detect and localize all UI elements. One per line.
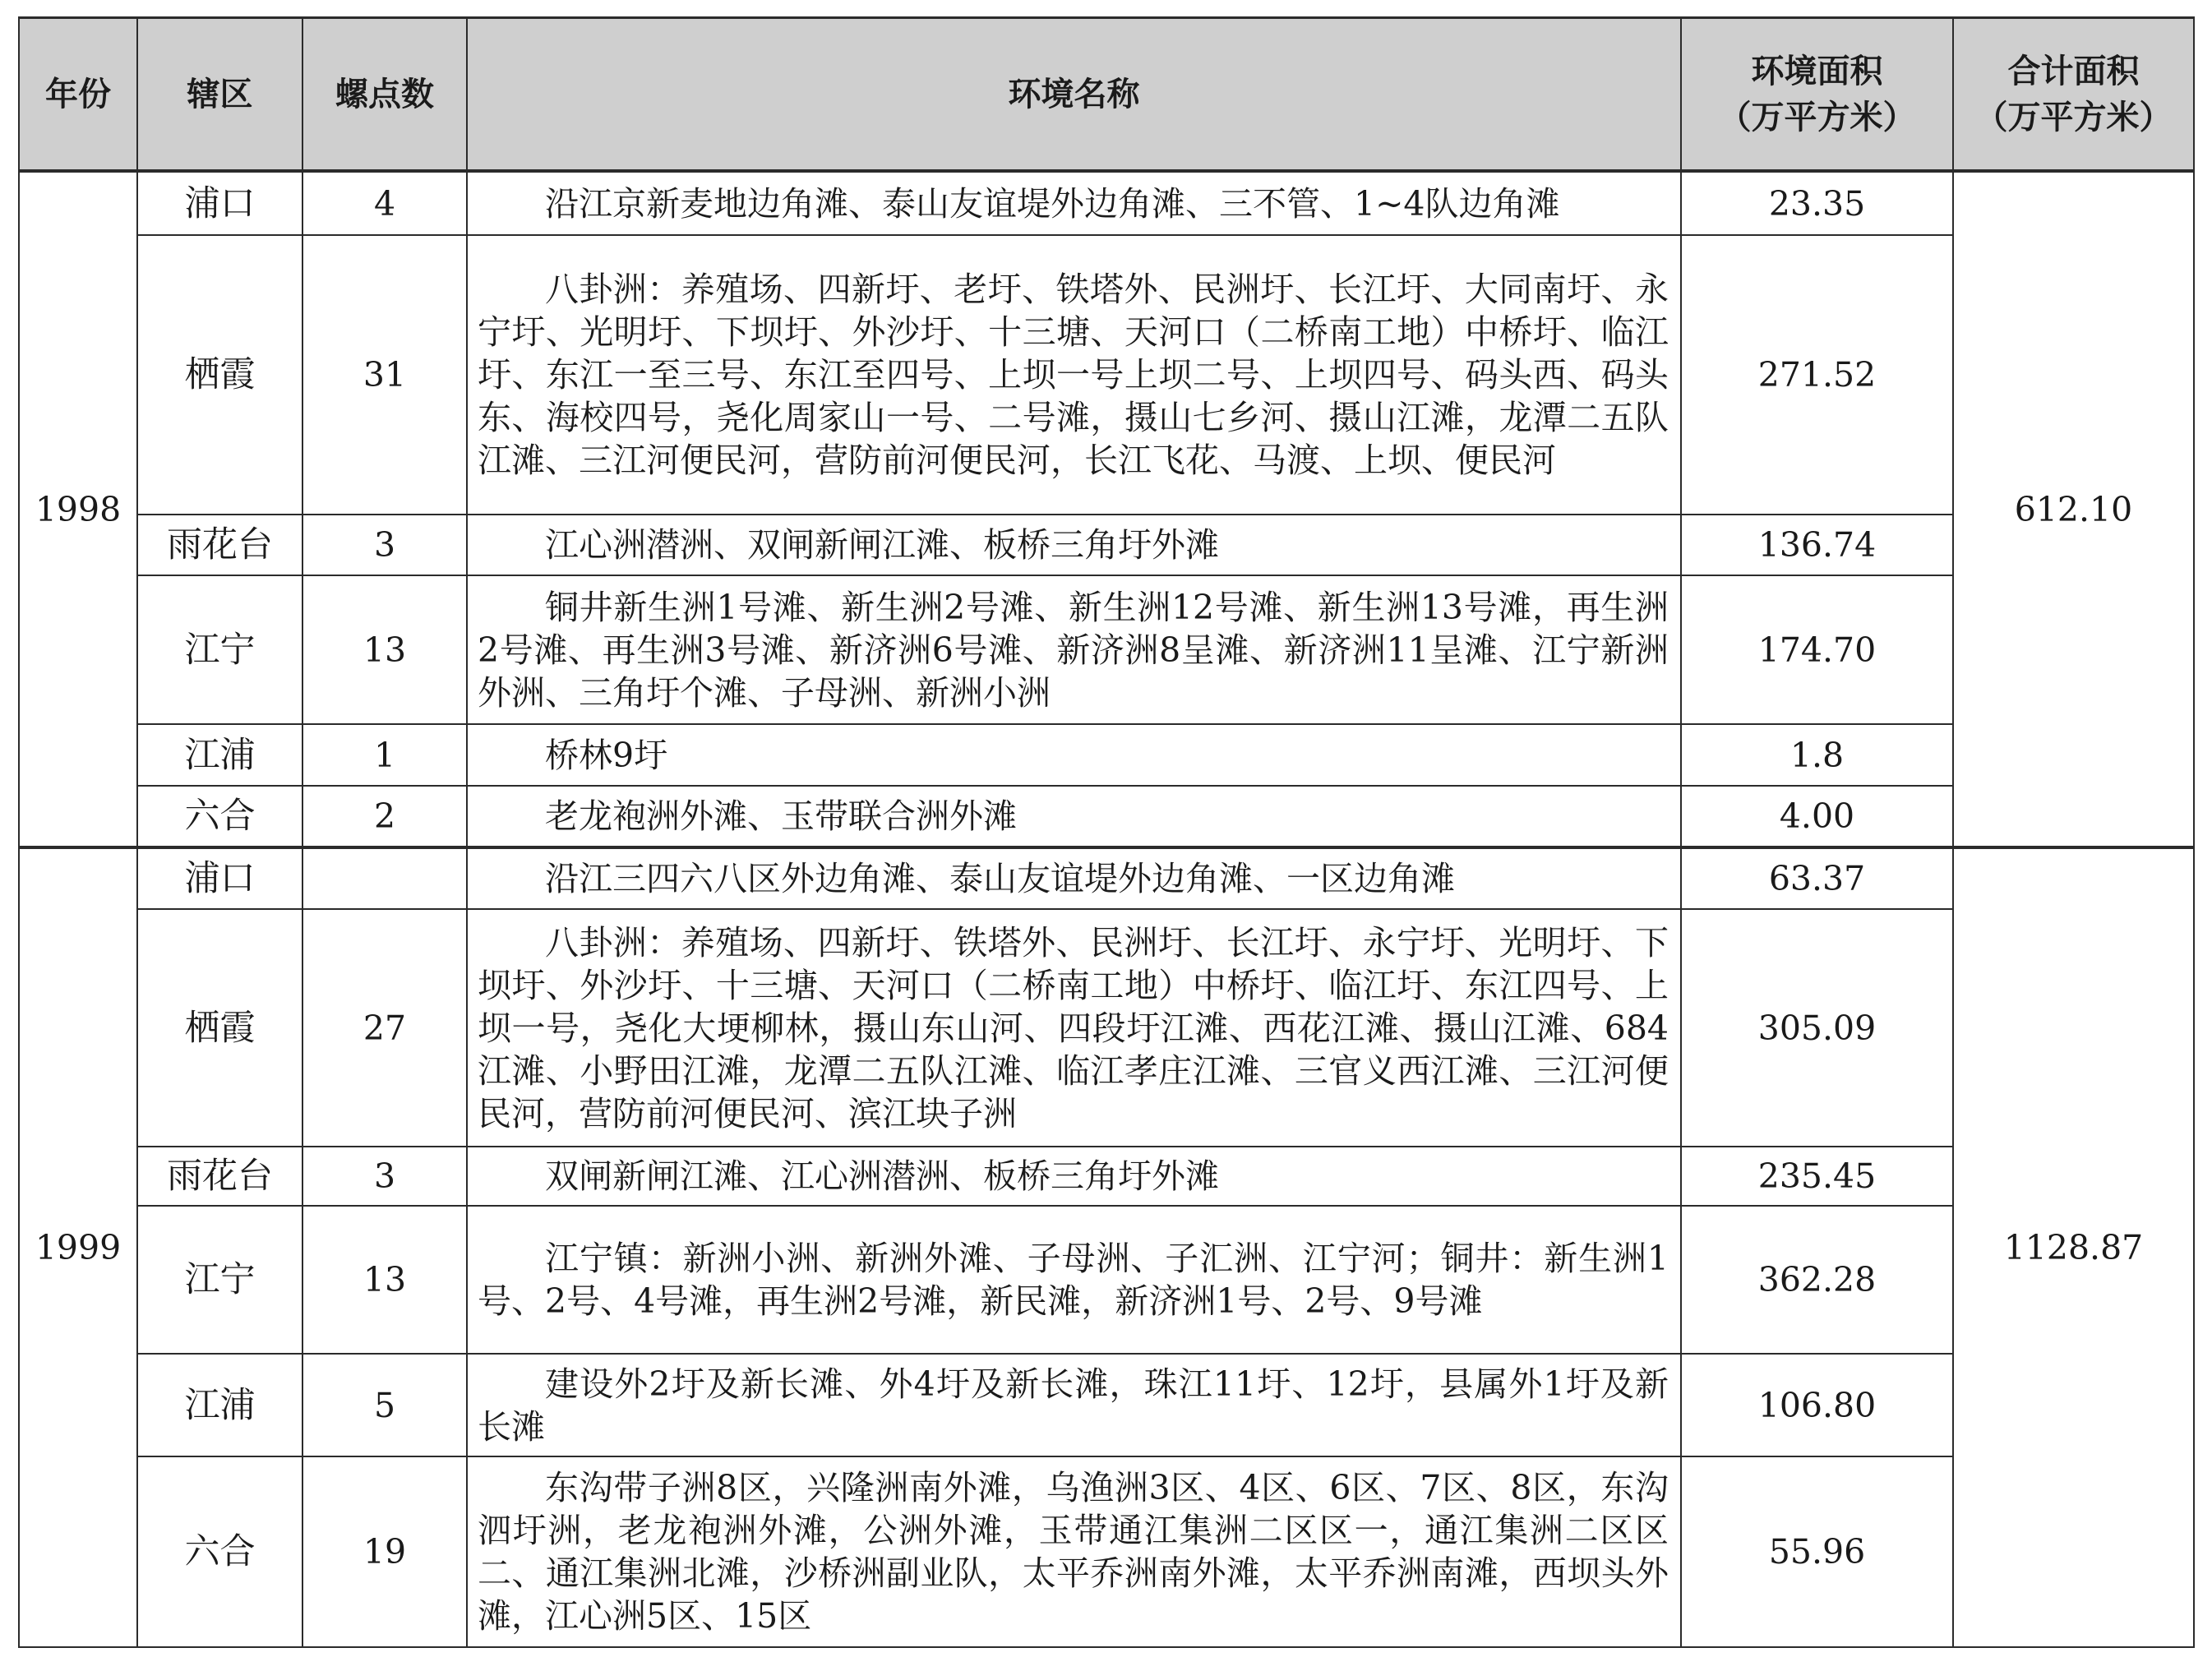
area-cell: 174.70 — [1681, 575, 1953, 724]
table-row — [19, 171, 2194, 235]
environment-cell: 双闸新闸江滩、江心洲潜洲、板桥三角圩外滩 — [467, 1147, 1681, 1206]
header-area-line2: （万平方米） — [1718, 98, 1916, 136]
table-row — [19, 1206, 2194, 1354]
table-row — [19, 575, 2194, 724]
header-total-line2: （万平方米） — [1974, 98, 2173, 136]
header-environment: 环境名称 — [467, 18, 1681, 172]
table-row — [19, 515, 2194, 575]
table-row — [19, 235, 2194, 515]
district-cell: 栖霞 — [137, 235, 302, 515]
environment-cell: 江宁镇：新洲小洲、新洲外滩、子母洲、子汇洲、江宁河；铜井：新生洲1号、2号、4号滩，再生洲2号滩，新民滩，新济洲1号、2号、9号滩 — [467, 1206, 1681, 1354]
district-cell: 江浦 — [137, 724, 302, 786]
snail-points-cell: 3 — [302, 1147, 467, 1206]
header-year: 年份 — [19, 18, 137, 172]
table-row — [19, 909, 2194, 1147]
district-cell: 江宁 — [137, 1206, 302, 1354]
area-cell: 305.09 — [1681, 909, 1953, 1147]
total-area-cell: 1128.87 — [1953, 847, 2194, 1647]
year-cell: 1998 — [19, 171, 137, 847]
table-row — [19, 786, 2194, 847]
area-cell: 63.37 — [1681, 847, 1953, 909]
snail-points-cell: 27 — [302, 909, 467, 1147]
district-cell: 浦口 — [137, 171, 302, 235]
table-row — [19, 847, 2194, 909]
year-cell: 1999 — [19, 847, 137, 1647]
header-row — [19, 18, 2194, 172]
environment-cell: 八卦洲：养殖场、四新圩、老圩、铁塔外、民洲圩、长江圩、大同南圩、永宁圩、光明圩、下坝圩、外沙圩、十三塘、天河口（二桥南工地）中桥圩、临江圩、东江一至三号、东江至四号、上坝一号上坝二号、上坝四号、码头西、码头东、海校四号，尧化周家山一号、二号滩，摄山七乡河、摄山江滩，龙潭二五队江滩、三江河便民河，营防前河便民河，长江飞花、马渡、上坝、便民河 — [467, 235, 1681, 515]
environment-cell: 桥林9圩 — [467, 724, 1681, 786]
district-cell: 雨花台 — [137, 1147, 302, 1206]
snail-points-cell: 3 — [302, 515, 467, 575]
environment-cell: 沿江京新麦地边角滩、泰山友谊堤外边角滩、三不管、1~4队边角滩 — [467, 171, 1681, 235]
district-cell: 六合 — [137, 1456, 302, 1647]
district-cell: 栖霞 — [137, 909, 302, 1147]
environment-cell: 八卦洲：养殖场、四新圩、铁塔外、民洲圩、长江圩、永宁圩、光明圩、下坝圩、外沙圩、十三塘、天河口（二桥南工地）中桥圩、临江圩、东江四号、上坝一号，尧化大埂柳林，摄山东山河、四段圩江滩、西花江滩、摄山江滩、684江滩、小野田江滩，龙潭二五队江滩、临江孝庄江滩、三官义西江滩、三江河便民河，营防前河便民河、滨江块子洲 — [467, 909, 1681, 1147]
area-cell: 136.74 — [1681, 515, 1953, 575]
environment-cell: 铜井新生洲1号滩、新生洲2号滩、新生洲12号滩、新生洲13号滩，再生洲2号滩、再生洲3号滩、新济洲6号滩、新济洲8呈滩、新济洲11呈滩、江宁新洲外洲、三角圩个滩、子母洲、新洲小洲 — [467, 575, 1681, 724]
district-cell: 浦口 — [137, 847, 302, 909]
header-area-line1: 环境面积 — [1751, 52, 1883, 90]
area-cell: 106.80 — [1681, 1354, 1953, 1456]
environment-cell: 沿江三四六八区外边角滩、泰山友谊堤外边角滩、一区边角滩 — [467, 847, 1681, 909]
area-cell: 235.45 — [1681, 1147, 1953, 1206]
snail-points-cell: 2 — [302, 786, 467, 847]
snail-points-cell — [302, 847, 467, 909]
snail-points-cell: 19 — [302, 1456, 467, 1647]
header-snail-points: 螺点数 — [302, 18, 467, 172]
snail-points-cell: 1 — [302, 724, 467, 786]
snail-points-cell: 31 — [302, 235, 467, 515]
environment-cell: 东沟带子洲8区，兴隆洲南外滩，乌渔洲3区、4区、6区、7区、8区，东沟泗圩洲，老龙袍洲外滩，公洲外滩，玉带通江集洲二区区一，通江集洲二区区二、通江集洲北滩，沙桥洲副业队，太平乔洲南外滩，太平乔洲南滩，西坝头外滩，江心洲5区、15区 — [467, 1456, 1681, 1647]
table-body — [19, 171, 2194, 1647]
table-row — [19, 1147, 2194, 1206]
header-total-line1: 合计面积 — [2007, 52, 2140, 90]
snail-points-cell: 5 — [302, 1354, 467, 1456]
header-area — [1681, 18, 1953, 172]
area-cell: 4.00 — [1681, 786, 1953, 847]
table-row — [19, 1354, 2194, 1456]
environment-cell: 江心洲潜洲、双闸新闸江滩、板桥三角圩外滩 — [467, 515, 1681, 575]
environment-cell: 建设外2圩及新长滩、外4圩及新长滩，珠江11圩、12圩，县属外1圩及新长滩 — [467, 1354, 1681, 1456]
environment-cell: 老龙袍洲外滩、玉带联合洲外滩 — [467, 786, 1681, 847]
district-cell: 雨花台 — [137, 515, 302, 575]
total-area-cell: 612.10 — [1953, 171, 2194, 847]
district-cell: 江浦 — [137, 1354, 302, 1456]
snail-environment-table — [18, 16, 2195, 1648]
snail-points-cell: 13 — [302, 1206, 467, 1354]
table-row — [19, 1456, 2194, 1647]
table-row — [19, 724, 2194, 786]
snail-points-cell: 4 — [302, 171, 467, 235]
table-header — [19, 18, 2194, 172]
area-cell: 23.35 — [1681, 171, 1953, 235]
area-cell: 362.28 — [1681, 1206, 1953, 1354]
header-district: 辖区 — [137, 18, 302, 172]
district-cell: 江宁 — [137, 575, 302, 724]
area-cell: 55.96 — [1681, 1456, 1953, 1647]
district-cell: 六合 — [137, 786, 302, 847]
area-cell: 271.52 — [1681, 235, 1953, 515]
snail-points-cell: 13 — [302, 575, 467, 724]
area-cell: 1.8 — [1681, 724, 1953, 786]
header-total-area — [1953, 18, 2194, 172]
